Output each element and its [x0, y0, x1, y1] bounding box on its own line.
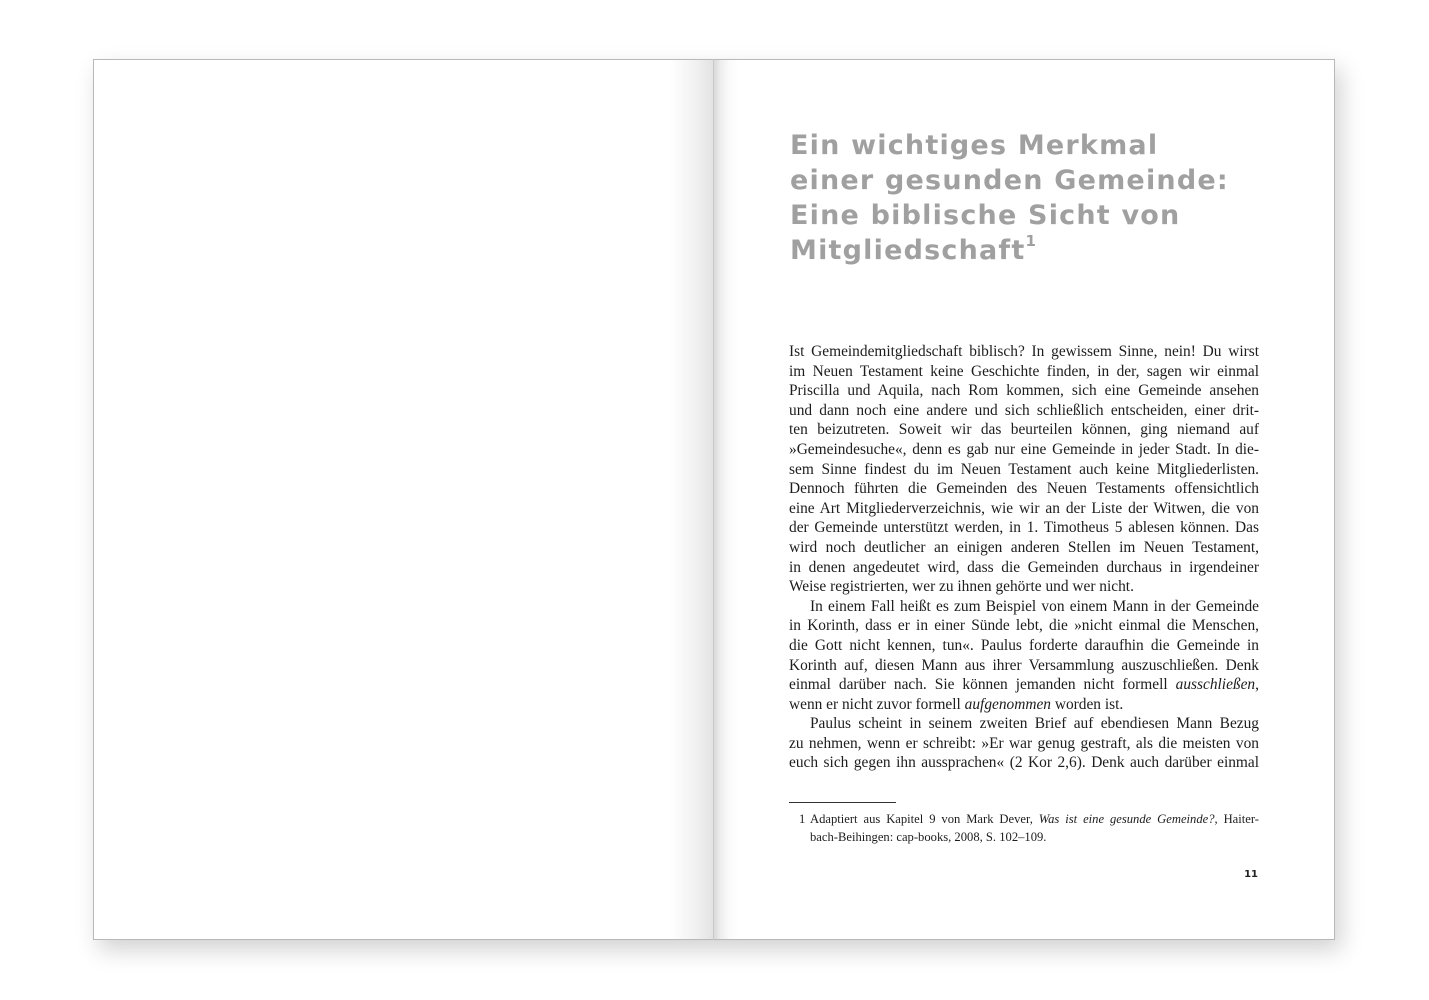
footnote-line: bach-Beihingen: cap-books, 2008, S. 102–109. [810, 830, 1047, 844]
body-line: sem Sinne findest du im Neuen Testament auch keine Mitgliederlisten. [789, 460, 1259, 478]
emphasis-aufgenommen: aufgenommen [964, 695, 1051, 713]
body-line: in Korinth, dass er in einer Sünde lebt, die »nicht einmal die Menschen, [789, 617, 1259, 635]
body-text [789, 342, 1259, 773]
footnote-book-title: Was ist eine gesunde Gemeinde? [1038, 812, 1215, 826]
page-number: 11 [1244, 869, 1258, 880]
left-page-blank [93, 59, 714, 940]
body-line: und dann noch eine andere und sich schließlich entscheiden, einer drit- [789, 401, 1259, 419]
body-line: euch sich gegen ihn aussprachen« (2 Kor 2,6). Denk auch darüber einmal [789, 754, 1259, 772]
body-line: ten beizutreten. Soweit wir das beurteilen können, ging niemand auf [789, 421, 1259, 439]
book-spread [93, 59, 1335, 940]
body-line: eine Art Mitgliederverzeichnis, wie wir an der Liste der Witwen, die von [789, 499, 1259, 517]
body-line [789, 675, 1259, 695]
title-line: Ein wichtiges Merkmal [790, 130, 1159, 161]
body-line: wird noch deutlicher an einigen anderen Stellen im Neuen Testament, [789, 538, 1259, 556]
title-footnote-marker: 1 [1025, 232, 1036, 250]
footnote [789, 810, 1259, 846]
body-line: zu nehmen, wenn er schreibt: »Er war genug gestraft, als die meisten von [789, 734, 1259, 752]
body-line: In einem Fall heißt es zum Beispiel von einem Mann in der Gemeinde [810, 597, 1259, 615]
body-line-text: worden ist. [1051, 695, 1124, 713]
body-line-text: , [1255, 676, 1259, 694]
body-line: Korinth auf, diesen Mann aus ihrer Versammlung auszuschließen. Denk [789, 656, 1259, 674]
body-line: Paulus scheint in seinem zweiten Brief auf ebendiesen Mann Bezug [810, 715, 1259, 733]
body-line: der Gemeinde unterstützt werden, in 1. Timotheus 5 ablesen können. Das [789, 519, 1259, 537]
body-line: Dennoch führten die Gemeinden des Neuen Testaments offensichtlich [789, 480, 1259, 498]
footnote-divider [789, 802, 896, 803]
body-line: in denen angedeutet wird, dass die Gemeinden durchaus in irgendeiner [789, 558, 1259, 576]
body-line: im Neuen Testament keine Geschichte finden, in der, sagen wir einmal [789, 362, 1259, 380]
footnote-number: 1 [799, 812, 806, 826]
body-line: Weise registrierten, wer zu ihnen gehörte und wer nicht. [789, 578, 1134, 596]
emphasis-ausschliessen: ausschließen [1175, 676, 1256, 694]
body-line-text: einmal darüber nach. Sie können jemanden nicht formell [789, 676, 1176, 694]
body-line: »Gemeindesuche«, denn es gab nur eine Gemeinde in jeder Stadt. In die- [789, 440, 1259, 458]
title-line-text: Mitgliedschaft [790, 235, 1026, 266]
body-line: Priscilla und Aquila, nach Rom kommen, sich eine Gemeinde ansehen [789, 382, 1259, 400]
footnote-text: Adaptiert aus Kapitel 9 von Mark Dever, [810, 812, 1039, 826]
body-line-text: wenn er nicht zuvor formell [789, 695, 965, 713]
chapter-title [790, 128, 1250, 268]
body-line: Ist Gemeindemitgliedschaft biblisch? In gewissem Sinne, nein! Du wirst [789, 343, 1259, 360]
body-line: die Gott nicht kennen, tun«. Paulus forderte daraufhin die Gemeinde in [789, 636, 1259, 654]
title-line-last [790, 233, 1250, 268]
footnote-text: , Haiter- [1214, 812, 1259, 826]
body-line [789, 695, 1259, 715]
book-gutter [713, 59, 714, 940]
footnote-line [810, 810, 1259, 828]
right-page [714, 59, 1335, 940]
title-line: Eine biblische Sicht von [790, 200, 1181, 231]
title-line: einer gesunden Gemeinde: [790, 165, 1229, 196]
